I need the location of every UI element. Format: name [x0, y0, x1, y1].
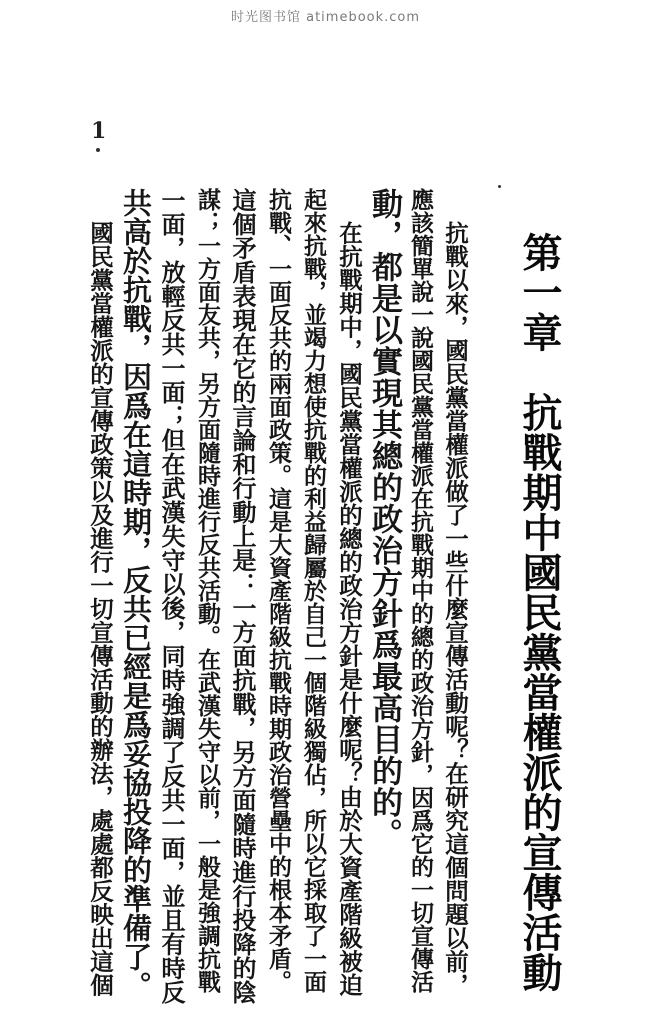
chapter-heading: [510, 232, 568, 992]
text-column-8: 謀；一方面友共，另方面隨時進行反共活動。在武漢失守以前，一般是強調抗戰: [194, 188, 221, 993]
text-column-9: 一面，放輕反共一面；但在武漢失守以後，同時強調了反共一面，並且有時反: [157, 188, 186, 1004]
text-column-5: 起來抗戰，並竭力想使抗戰的利益歸屬於自己一個階級獨佔，所以它採取了一面: [300, 188, 327, 993]
scan-speck: [96, 148, 100, 152]
text-column-11: 國民黨當權派的宣傳政策以及進行一切宣傳活動的辦法，處處都反映出這個: [86, 221, 114, 997]
text-column-4: 在抗戰期中，國民黨當權派的總的政治方針是什麼呢？由於大資產階級被迫: [335, 221, 363, 997]
chapter-label: 第一章: [516, 232, 563, 352]
text-column-1: 抗戰以來，國民黨當權派做了一些什麼宣傳活動呢？在研究這個問題以前，: [441, 221, 469, 997]
text-column-7: 這個矛盾表現在它的言論和行動上是：一方面抗戰，另方面隨時進行投降的陰: [228, 188, 257, 1004]
chapter-title: 抗戰期中國民黨當權派的宣傳活動: [516, 392, 563, 992]
text-column-10: 共高於抗戰，因爲在這時期，反共已經是爲妥協投降的準備了。: [119, 188, 153, 1000]
text-column-6: 抗戰、一面反共的兩面政策。這是大資產階級抗戰時期政治營壘中的根本矛盾。: [265, 188, 292, 993]
watermark: 时光图书馆 atimebook.com: [230, 10, 421, 25]
text-column-2: 應該簡單說一說國民黨當權派在抗戰期中的總的政治方針，因爲它的一切宣傳活: [407, 188, 434, 993]
text-column-3: 動，都是以實現其總的政治方針爲最高目的的。: [366, 188, 402, 850]
page-number: 1: [91, 118, 107, 144]
scan-speck: [498, 185, 501, 188]
